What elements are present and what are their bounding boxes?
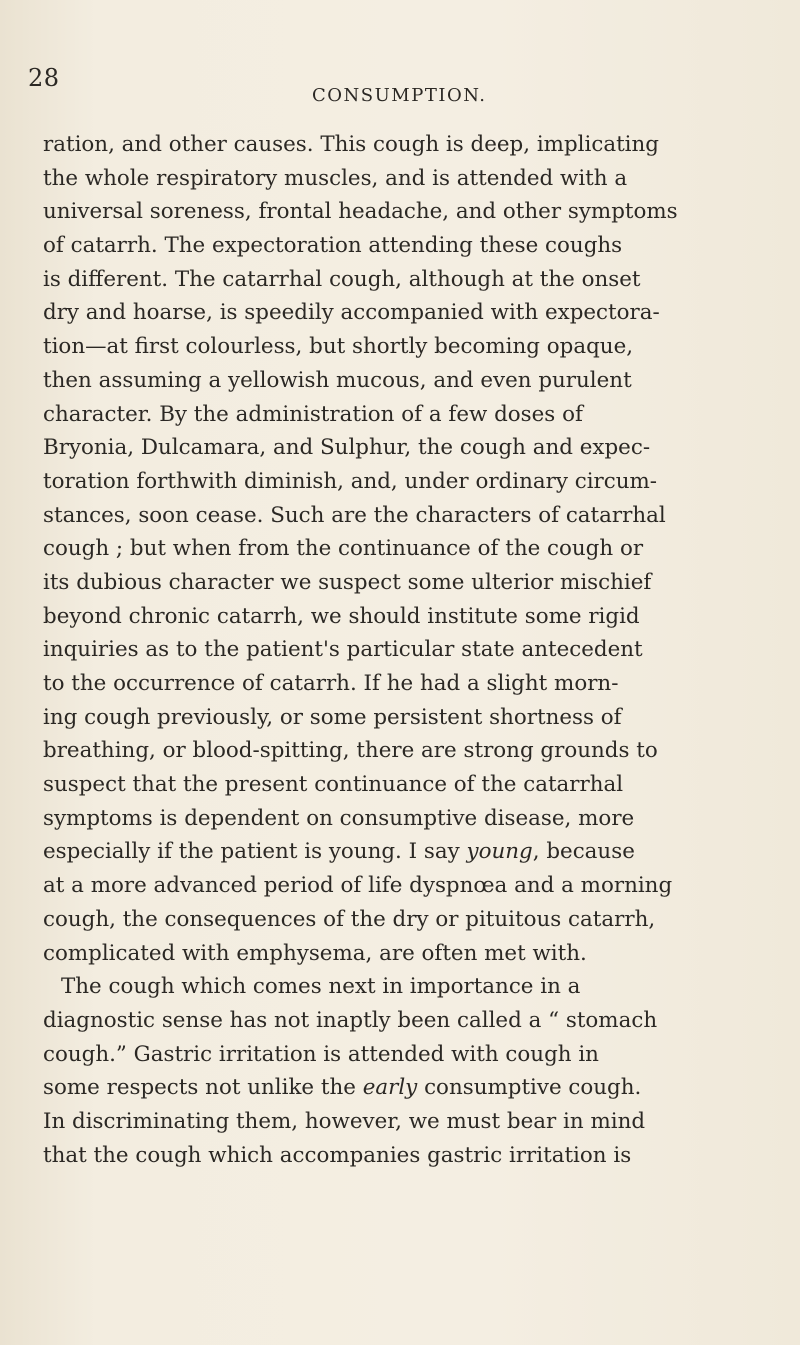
text-line-7: tion—at first colourless, but shortly becoming opaque, — [43, 334, 634, 360]
text-line-23: at a more advanced period of life dyspnœa and a morning — [43, 873, 673, 899]
italic-early: early — [362, 1075, 418, 1101]
text-line-19: breathing, or blood-spitting, there are strong grounds to — [43, 738, 658, 764]
running-title: CONSUMPTION. — [312, 85, 487, 106]
text-line-15: beyond chronic catarrh, we should institute some rigid — [43, 603, 640, 629]
text-line-29-start: some respects not unlike the — [43, 1075, 363, 1101]
text-line-4: of catarrh. The expectoration attending these coughs — [43, 233, 623, 259]
text-line-3: universal soreness, frontal headache, and other symptoms — [43, 199, 678, 225]
text-line-28: cough.” Gastric irritation is attended with cough in — [43, 1041, 599, 1067]
text-line-31: that the cough which accompanies gastric irritation is — [43, 1142, 632, 1168]
text-line-8: then assuming a yellowish mucous, and even purulent — [43, 367, 632, 393]
text-line-16: inquiries as to the patient's particular state antecedent — [43, 637, 643, 663]
text-line-5: is different. The catarrhal cough, although at the onset — [43, 266, 641, 292]
text-line-20: suspect that the present continuance of the catarrhal — [43, 772, 624, 798]
text-line-1: ration, and other causes. This cough is deep, implicating — [43, 132, 659, 157]
text-line-9: character. By the administration of a few doses of — [43, 401, 583, 427]
body-text — [43, 128, 800, 1172]
text-line-14: its dubious character we suspect some ulterior mischief — [43, 569, 652, 595]
text-line-26: The cough which comes next in importance in a — [61, 974, 581, 1000]
page-number: 28 — [28, 64, 60, 92]
text-line-11: toration forthwith diminish, and, under ordinary circum- — [43, 468, 658, 494]
text-line-6: dry and hoarse, is speedily accompanied with expectora- — [43, 300, 660, 326]
text-line-13: cough ; but when from the continuance of the cough or — [43, 536, 644, 562]
text-line-22-start: especially if the patient is young. I say — [43, 839, 467, 865]
text-line-30: In discriminating them, however, we must bear in mind — [43, 1108, 646, 1134]
text-line-18: ing cough previously, or some persistent shortness of — [43, 704, 622, 730]
text-line-22 — [43, 835, 800, 869]
text-line-24: cough, the consequences of the dry or pituitous catarrh, — [43, 906, 656, 932]
text-line-29 — [43, 1071, 800, 1105]
text-line-10: Bryonia, Dulcamara, and Sulphur, the cough and expec- — [43, 435, 651, 461]
text-line-17: to the occurrence of catarrh. If he had a slight morn- — [43, 671, 619, 696]
text-line-29-end: consumptive cough. — [417, 1075, 642, 1101]
text-line-22-end: , because — [532, 839, 635, 865]
text-line-27: diagnostic sense has not inaptly been called a “ stomach — [43, 1007, 658, 1033]
text-line-2: the whole respiratory muscles, and is attended with a — [43, 165, 628, 191]
italic-young: young — [466, 839, 533, 865]
text-line-12: stances, soon cease. Such are the characters of catarrhal — [43, 502, 666, 528]
text-line-25: complicated with emphysema, are often met with. — [43, 940, 587, 966]
text-line-21: symptoms is dependent on consumptive disease, more — [43, 805, 635, 831]
